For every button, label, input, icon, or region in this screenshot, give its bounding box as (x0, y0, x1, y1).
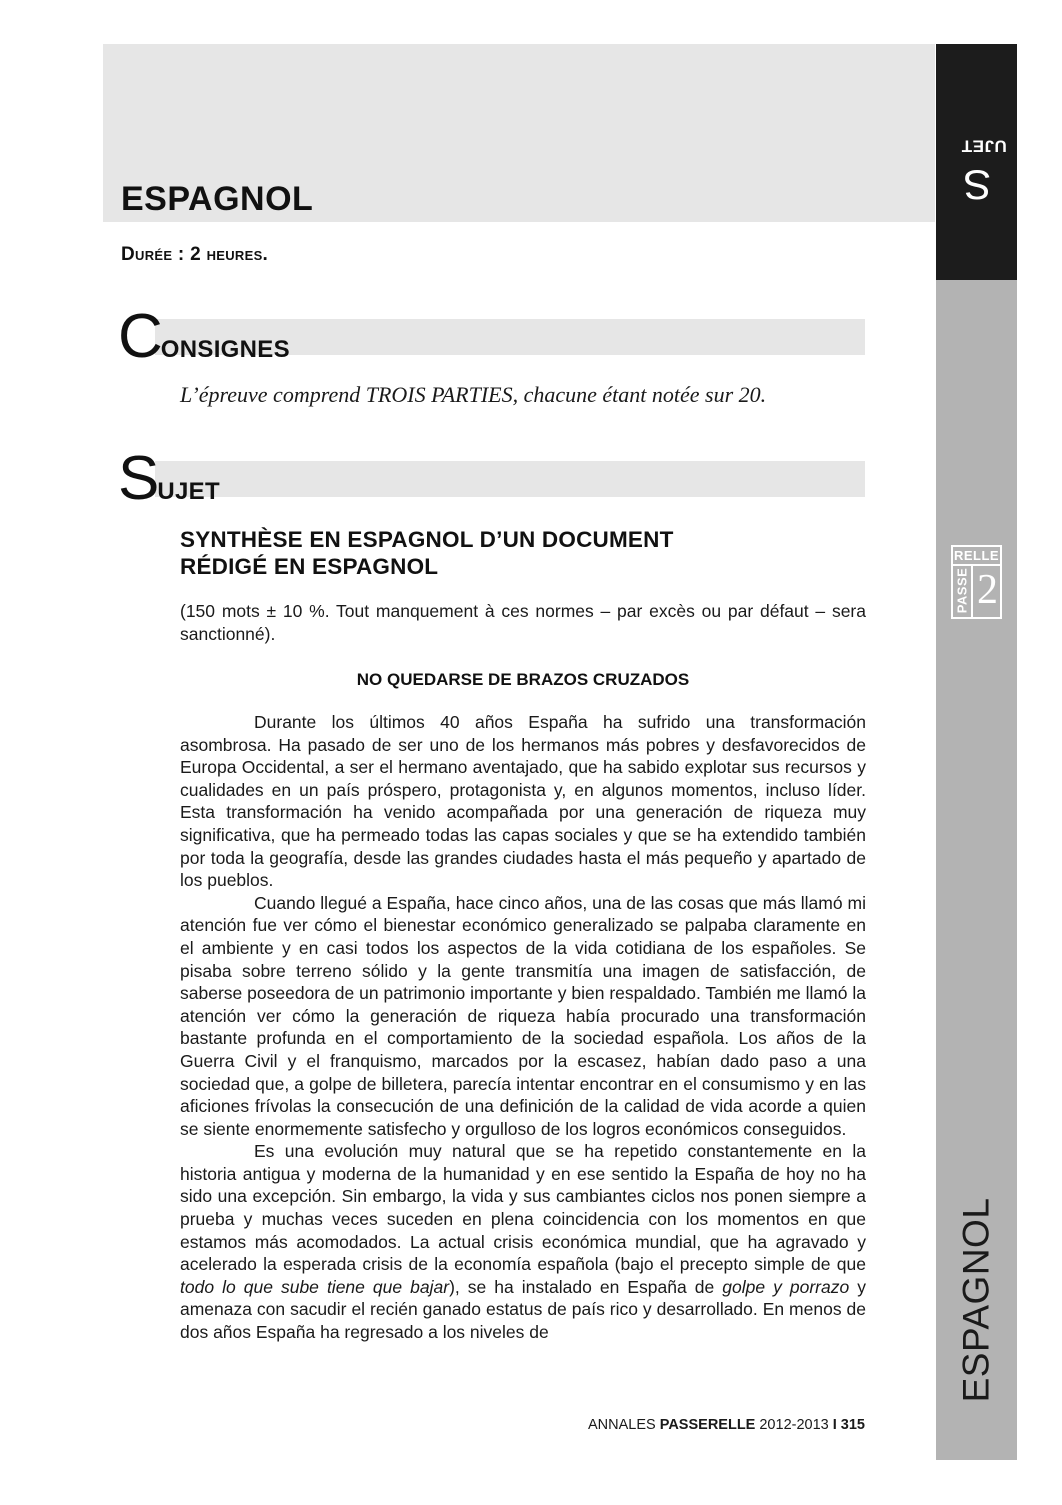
footer-brand: PASSERELLE (659, 1417, 756, 1433)
page-title: ESPAGNOL (121, 180, 314, 218)
side-tab-label-sujet (936, 44, 1017, 280)
consignes-text: L’épreuve comprend TROIS PARTIES, chacune étant notée sur 20. (180, 382, 767, 407)
page-number: I 315 (832, 1417, 865, 1433)
paragraph-3-part-c: y amenaza con sacudir el recién ganado estatus de país rico y desarrollado. En menos de dos años España ha regresado a los niveles de (180, 1276, 866, 1343)
consignes-rest: ONSIGNES (160, 336, 290, 363)
footer-years: 2012-2013 (755, 1417, 833, 1433)
article-paragraph-2: Cuando llegué a España, hace cinco años, una de las cosas que más llamó mi atención fue ver cómo el bienestar económico generalizado se palpaba claramente en el ambiente y en casi todos los aspectos de la vida cotidiana de los españoles. Se pisaba sobre terreno sólido y la gente transmitía una imagen de satisfacción, de saberse poseedora de un patrimonio importante y bien respaldado. También me llamó la atención ver cómo la generación de riqueza había procurado una transformación bastante profunda en el comportamiento de la sociedad española. Los años de la Guerra Civil y el franquismo, marcados por la escasez, habían dado paso a una sociedad que, a golpe de billetera, parecía intentar encontrar en el consumismo y en las aficiones frívolas la consecución de una definición de la calidad de vida acorde a quien se siente enormemente satisfecho y orgulloso de los logros económicos conseguidos. (180, 892, 866, 1139)
article-title: NO QUEDARSE DE BRAZOS CRUZADOS (356, 670, 690, 689)
side-tab-label-espagnol (936, 1190, 1017, 1410)
footer-prefix: ANNALES (588, 1417, 660, 1433)
paragraph-3-italic-2: golpe y porrazo (722, 1276, 850, 1297)
article-body (180, 711, 866, 1344)
side-tab-espagnol-text: ESPAGNOL (955, 1197, 997, 1403)
consignes-heading (118, 302, 290, 371)
page-footer (588, 1417, 865, 1433)
paragraph-3-part-a: Es una evolución muy natural que se ha repetido constantemente en la historia antigua y moderna de la humanidad y en ese sentido la España de hoy no ha sido una excepción. Sin embargo, la vida y sus cambiantes ciclos nos ponen siempre a prueba y muchas veces suceden en plena coincidencia con los momentos en que estamos más acomodados. La actual crisis económica mundial, que ha agravado y acelerado la esperada crisis de la economía española (bajo el precepto simple de que (180, 1141, 866, 1275)
logo-top-text: RELLE (953, 547, 1000, 566)
article-paragraph-1: Durante los últimos 40 años España ha sufrido una transformación asombrosa. Ha pasado de ser uno de los hermanos más pobres y desfavorecidos de Europa Occidental, a ser el hermano aventajado, que ha sabido explotar sus recursos y cualidades en un país próspero, protagonista y, en algunos momentos, incluso líder. Esta transformación ha venido acompañada por una generación de riqueza muy significativa, que ha permeado todas las capas sociales y que se ha extendido también por toda la geografía, desde las grandes ciudades hasta el más pequeño y apartado de los pueblos. (180, 712, 866, 891)
logo-side-text: PASSE (954, 567, 970, 614)
sujet-initial: S (118, 444, 158, 513)
passerelle-logo (951, 545, 1002, 619)
word-count-instructions: (150 mots ± 10 %. Tout manquement à ces normes – par excès ou par défaut – sera sanctionné). (180, 601, 866, 644)
side-tab-sujet-initial: S (962, 161, 991, 209)
paragraph-3-italic-1: todo lo que sube tiene que bajar (180, 1276, 450, 1297)
paragraph-3-part-b: ), se ha instalado en España de (449, 1276, 723, 1297)
sujet-rest: UJET (157, 478, 220, 505)
side-tab-sujet-rest: ujet (960, 134, 1007, 162)
subtitle-line-1: SYNTHÈSE EN ESPAGNOL D’UN DOCUMENT (180, 527, 674, 552)
article-paragraph-3 (180, 1140, 866, 1343)
subtitle-line-2: RÉDIGÉ EN ESPAGNOL (180, 554, 439, 579)
sujet-heading (118, 444, 220, 513)
logo-number: 2 (971, 564, 1002, 617)
sujet-band (155, 461, 865, 497)
consignes-initial: C (118, 302, 161, 371)
exercise-subtitle (180, 526, 870, 580)
duration-label: Durée : 2 heures. (121, 244, 269, 265)
